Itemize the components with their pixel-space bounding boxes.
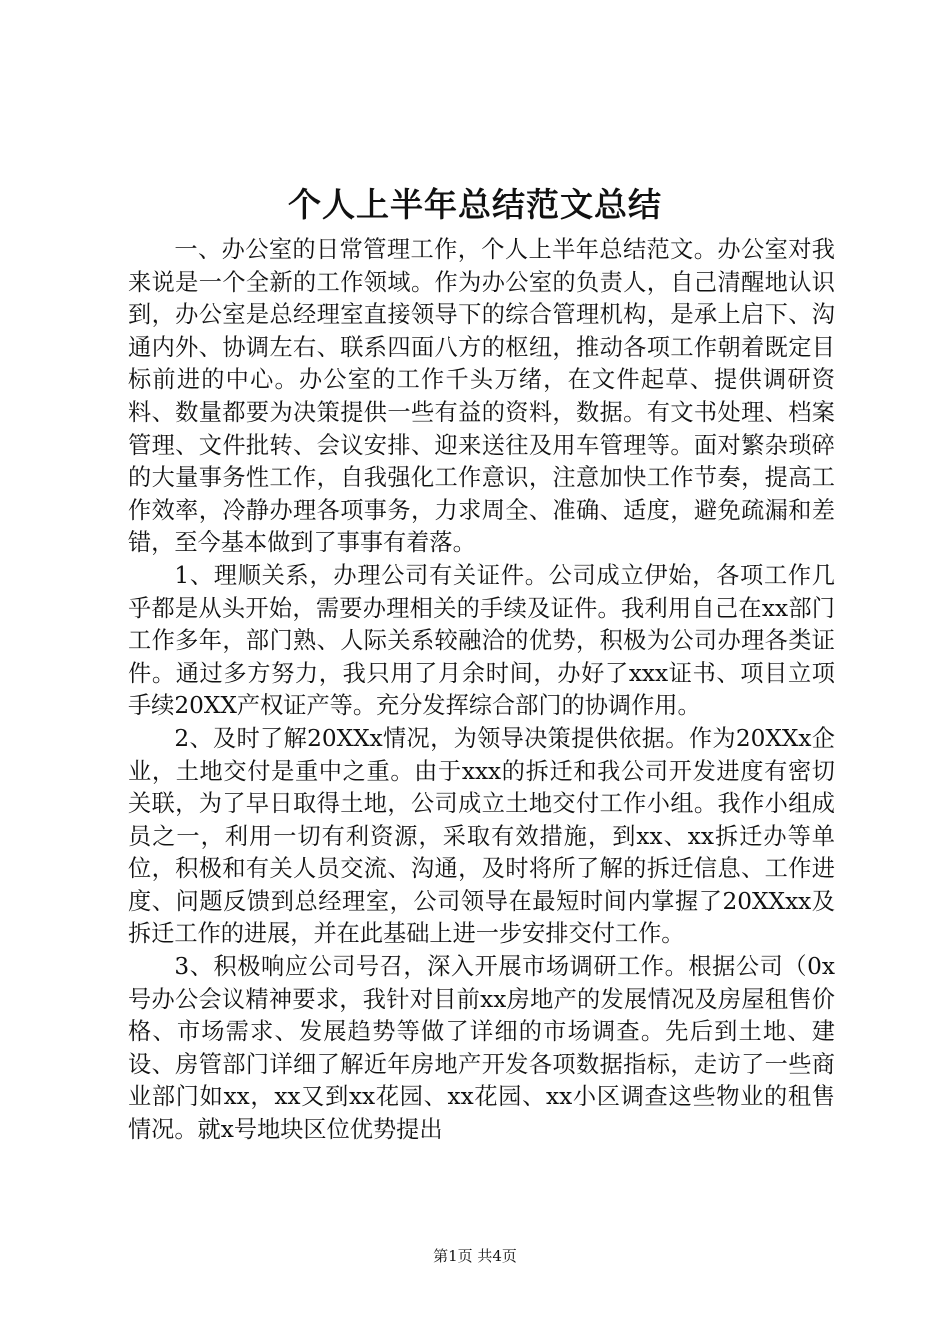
document-body: [128, 234, 835, 1147]
document-title: 个人上半年总结范文总结: [288, 185, 662, 224]
paragraph-office-management: 一、办公室的日常管理工作，个人上半年总结范文。办公室对我来说是一个全新的工作领域。作为办公室的负责人，自己清醒地认识到，办公室是总经理室直接领导下的综合管理机构，是承上启下、沟通内外、协调左右、联系四面八方的枢纽，推动各项工作朝着既定目标前进的中心。办公室的工作千头万绪，在文件起草、提供调研资料、数量都要为决策提供一些有益的资料，数据。有文书处理、档案管理、文件批转、会议安排、迎来送往及用车管理等。面对繁杂琐碎的大量事务性工作，自我强化工作意识，注意加快工作节奏，提高工作效率，冷静办理各项事务，力求周全、准确、适度，避免疏漏和差错，至今基本做到了事事有着落。: [128, 236, 835, 557]
paragraph-market-research: 3、积极响应公司号召，深入开展市场调研工作。根据公司（0x号办公会议精神要求，我针对目前xx房地产的发展情况及房屋租售价格、市场需求、发展趋势等做了详细的市场调查。先后到土地、建设、房管部门详细了解近年房地产开发各项数据指标，走访了一些商业部门如xx，xx又到xx花园、xx花园、xx小区调查这些物业的租售情况。就x号地块区位优势提出: [128, 953, 835, 1144]
paragraph-land-delivery: 2、及时了解20XXx情况，为领导决策提供依据。作为20XXx企业，土地交付是重中之重。由于xxx的拆迁和我公司开发进度有密切关联，为了早日取得土地，公司成立土地交付工作小组。我作小组成员之一，利用一切有利资源，采取有效措施，到xx、xx拆迁办等单位，积极和有关人员交流、沟通，及时将所了解的拆迁信息、工作进度、问题反馈到总经理室，公司领导在最短时间内掌握了20XXxx及拆迁工作的进展，并在此基础上进一步安排交付工作。: [128, 724, 835, 948]
paragraph-certificates: 1、理顺关系，办理公司有关证件。公司成立伊始，各项工作几乎都是从头开始，需要办理相关的手续及证件。我利用自己在xx部门工作多年，部门熟、人际关系较融洽的优势，积极为公司办理各类证件。通过多方努力，我只用了月余时间，办好了xxx证书、项目立项手续20XX产权证产等。充分发挥综合部门的协调作用。: [128, 561, 835, 720]
page-footer: 第1页 共4页: [433, 1247, 517, 1265]
